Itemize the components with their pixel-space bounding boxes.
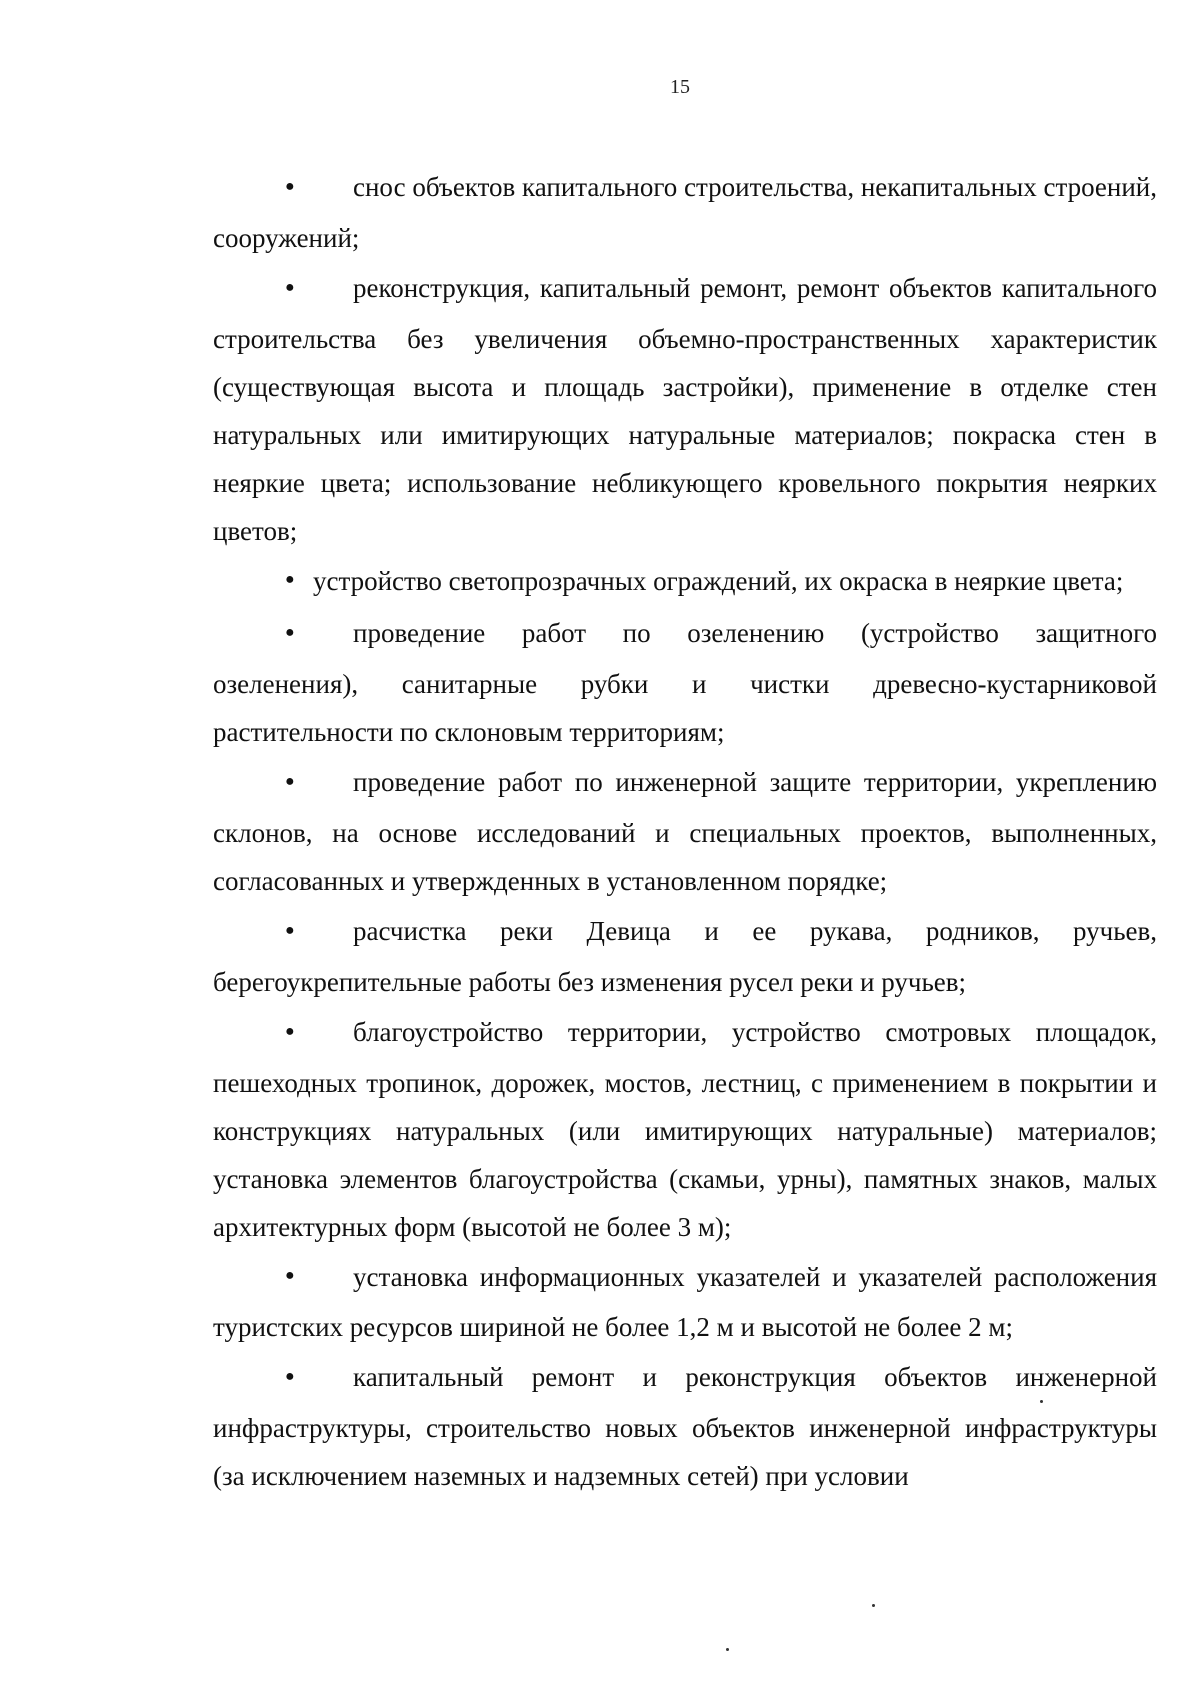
bullet-icon: ●: [285, 1022, 295, 1040]
list-item: [213, 264, 1157, 555]
list-item: [213, 758, 1157, 905]
bullet-icon: ●: [285, 278, 295, 296]
bullet-icon: ●: [285, 1368, 295, 1386]
list-item: [213, 163, 1157, 262]
list-item-text: реконструкция, капитальный ремонт, ремонт объектов капитального строительства без увеличения объемно-пространственных характеристик (существующая высота и площадь застройки), применение в отделке стен натуральных или имитирующих натуральные материалов; покраска стен в неяркие цвета; использование небликующего кровельного покрытия неярких цветов;: [213, 272, 1157, 546]
bullet-icon: ●: [285, 921, 295, 939]
scan-speck: [726, 1648, 729, 1651]
list-item: [213, 1353, 1157, 1500]
list-item: [213, 1253, 1157, 1352]
bullet-icon: ●: [285, 772, 295, 790]
list-item-text: устройство светопрозрачных ограждений, их окраска в неяркие цвета;: [313, 565, 1124, 596]
bullet-list: [213, 163, 1157, 1502]
list-item-text: проведение работ по инженерной защите территории, укреплению склонов, на основе исследований и специальных проектов, выполненных, согласованных и утвержденных в установленном порядке;: [213, 767, 1157, 896]
bullet-icon: ●: [285, 177, 295, 195]
list-item: [213, 557, 1157, 608]
page-number: 15: [670, 76, 690, 98]
list-item-text: установка информационных указателей и указателей расположения туристских ресурсов шириной не более 1,2 м и высотой не более 2 м;: [213, 1261, 1157, 1343]
list-item: [213, 1008, 1157, 1251]
list-item: [213, 609, 1157, 756]
list-item-text: расчистка реки Девица и ее рукава, родников, ручьев, берегоукрепительные работы без изменения русел реки и ручьев;: [213, 915, 1157, 997]
list-item-text: благоустройство территории, устройство смотровых площадок, пешеходных тропинок, дорожек, мостов, лестниц, с применением в покрытии и конструкциях натуральных (или имитирующих натуральные) материалов; установка элементов благоустройства (скамьи, урны), памятных знаков, малых архитектурных форм (высотой не более 3 м);: [213, 1016, 1157, 1242]
scan-speck: [1040, 1400, 1043, 1403]
list-item-text: проведение работ по озеленению (устройство защитного озеленения), санитарные рубки и чистки древесно-кустарниковой растительности по склоновым территориям;: [213, 618, 1157, 748]
list-item-text: снос объектов капитального строительства, некапитальных строений, сооружений;: [213, 172, 1157, 253]
bullet-icon: ●: [285, 624, 295, 642]
scan-speck: [872, 1604, 875, 1607]
bullet-icon: ●: [285, 1267, 295, 1285]
list-item: [213, 907, 1157, 1006]
list-item-text: капитальный ремонт и реконструкция объектов инженерной инфраструктуры, строительство новых объектов инженерной инфраструктуры (за исключением наземных и надземных сетей) при условии: [213, 1362, 1157, 1492]
bullet-icon: ●: [285, 571, 295, 589]
